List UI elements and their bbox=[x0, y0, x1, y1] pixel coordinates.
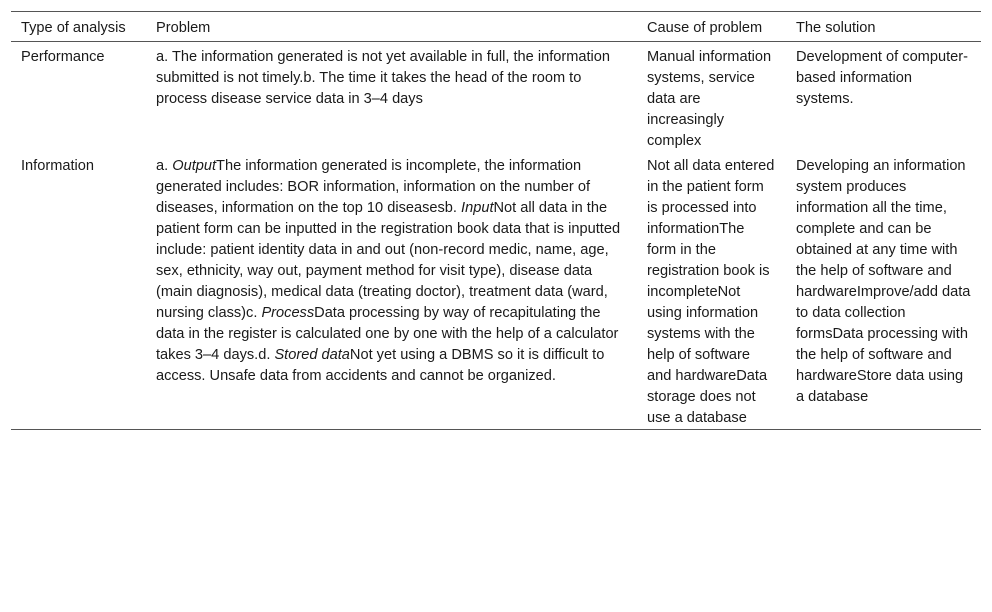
analysis-table-container bbox=[11, 11, 981, 430]
cell-problem bbox=[146, 152, 637, 430]
cell-cause: Not all data entered in the patient form is processed into informationThe form in the registration book is incompleteNot using information systems with the help of software and hardwareData storage does not use a database bbox=[647, 158, 775, 426]
problem-output-text: The information generated is incomplete, the information generated includes: BOR information, information on the number of diseases, information on the top 10 diseasesb. bbox=[156, 158, 591, 216]
problem-prefix: a. bbox=[156, 158, 173, 174]
table-header-row bbox=[11, 12, 981, 42]
problem-process-text: Data processing by way of recapitulating the data in the register is calculated one by one with the help of a calculator takes 3–4 days.d. bbox=[156, 305, 619, 363]
problem-text: a. The information generated is not yet available in full, the information submitted is not timely.b. The time it takes the head of the room to process disease service data in 3–4 days bbox=[156, 49, 611, 107]
cell-solution: Developing an information system produces information all the time, complete and can be obtained at any time with the help of software and hardwareImprove/add data to data collection formsData processing with the help of software and hardwareStore data using a database bbox=[796, 158, 971, 405]
problem-input-text: Not all data in the patient form can be inputted in the registration book data that is inputted include: patient identity data in and out (non-record medic, name, age, sex, ethnicity, way out, payment method for visit type), disease data (main diagnosis), medical data (treating doctor), treatment data (ward, nursing class)c. bbox=[156, 200, 621, 321]
header-type-of-analysis: Type of analysis bbox=[21, 20, 126, 36]
cell-type: Information bbox=[21, 158, 95, 174]
table-row bbox=[11, 152, 981, 430]
problem-label-output: Output bbox=[172, 158, 217, 174]
problem-label-stored-data: Stored data bbox=[274, 347, 350, 363]
cell-problem bbox=[146, 42, 637, 153]
cell-solution: Development of computer-based information systems. bbox=[796, 49, 968, 107]
cell-type: Performance bbox=[21, 49, 105, 65]
header-cause: Cause of problem bbox=[647, 20, 763, 36]
table-row bbox=[11, 42, 981, 153]
problem-label-process: Process bbox=[261, 305, 315, 321]
problem-label-input: Input bbox=[461, 200, 494, 216]
analysis-table bbox=[11, 11, 981, 430]
problem-stored-data-text: Not yet using a DBMS so it is difficult to access. Unsafe data from accidents and cannot be organized. bbox=[156, 347, 605, 384]
header-problem: Problem bbox=[156, 20, 211, 36]
cell-cause: Manual information systems, service data are increasingly complex bbox=[647, 49, 772, 149]
header-solution: The solution bbox=[796, 20, 876, 36]
